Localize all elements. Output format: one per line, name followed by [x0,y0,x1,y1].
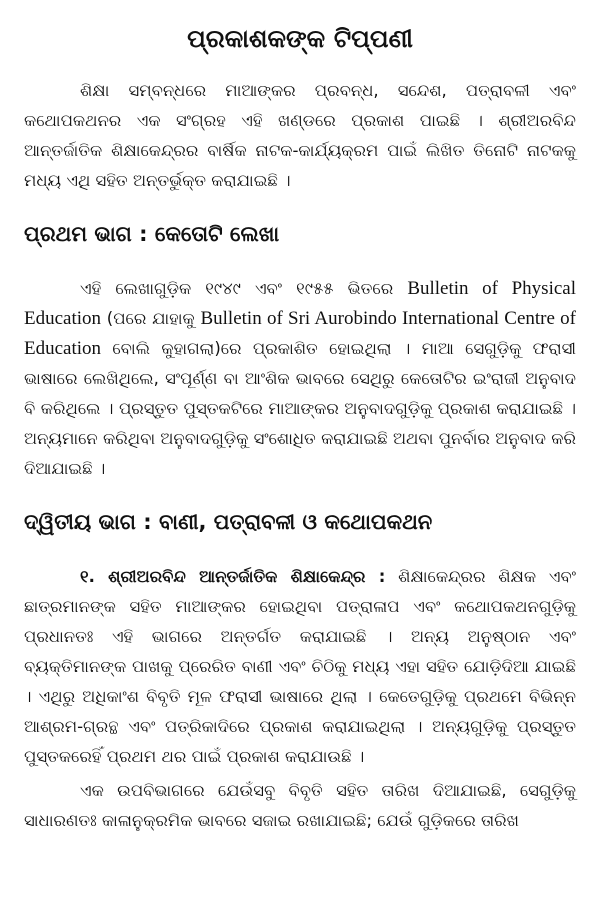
section-2-paragraph-2: ଏକ ଉପବିଭାଗରେ ଯେଉଁସବୁ ବିବୃତି ସହିତ ତାରିଖ ଦିଆଯାଇଛି, ସେଗୁଡ଼ିକୁ ସାଧାରଣତଃ କାଳାନୁକ୍ରମିକ ଭାବରେ ସଜାଇ ରଖାଯାଇଛି; ଯେଉଁ ଗୁଡ଼ିକରେ ତାରିଖ [24,781,576,830]
page-title: ପ୍ରକାଶକଙ୍କ ଟିପ୍ପଣୀ [187,24,413,53]
section-2-paragraph-1 [24,562,576,772]
section-1-paragraph [24,274,576,484]
bulletin-physical-education-title: Bulletin of Physical Education [24,278,576,329]
section-2-heading: ଦ୍ୱିତୀୟ ଭାଗ : ବାଣୀ, ପତ୍ରାବଳୀ ଓ କଥୋପକଥନ [24,510,433,534]
section-1-text-a: ଏହି ଲେଖାଗୁଡ଼ିକ ୧୯୪୯ ଏବଂ ୧୯୫୫ ଭିତରେ [80,279,408,298]
intro-paragraph: ଶିକ୍ଷା ସମ୍ବନ୍ଧରେ ମାଆଙ୍କର ପ୍ରବନ୍ଧ, ସନ୍ଦେଶ, ପତ୍ରାବଳୀ ଏବଂ କଥୋପକଥନର ଏକ ସଂଗ୍ରହ ଏହି ଖଣ୍ଡରେ ପ୍ରକାଶ ପାଇଛି । ଶ୍ରୀଅରବିନ୍ଦ ଆନ୍ତର୍ଜାତିକ ଶିକ୍ଷାକେନ୍ଦ୍ରର ବାର୍ଷିକ ନାଟକ-କାର୍ଯ୍ୟକ୍ରମ ପାଇଁ ଲିଖିତ ତିନୋଟି ନାଟକକୁ ମଧ୍ୟ ଏଥି ସହିତ ଅନ୍ତର୍ଭୁକ୍ତ କରାଯାଇଛି । [24,81,576,190]
bulletin-sri-aurobindo-title: Bulletin of Sri Aurobindo International Centre of Education [24,308,576,359]
section-1-heading: ପ୍ରଥମ ଭାଗ : କେତୋଟି ଲେଖା [24,222,280,246]
subsection-1-lead: ୧. ଶ୍ରୀଅରବିନ୍ଦ ଆନ୍ତର୍ଜାତିକ ଶିକ୍ଷାକେନ୍ଦ୍ର : [80,567,386,586]
section-1-text-c: (ପରେ ଯାହାକୁ [101,309,201,328]
subsection-1-body: ଶିକ୍ଷାକେନ୍ଦ୍ରର ଶିକ୍ଷକ ଏବଂ ଛାତ୍ରମାନଙ୍କ ସହିତ ମାଆଙ୍କର ହୋଇଥିବା ପତ୍ରାଳାପ ଏବଂ କଥୋପକଥନଗୁଡ଼ିକୁ ପ୍ରଧାନତଃ ଏହି ଭାଗରେ ଅନ୍ତର୍ଗତ କରାଯାଇଛି । ଅନ୍ୟ ଅନୁଷ୍ଠାନ ଏବଂ ବ୍ୟକ୍ତିମାନଙ୍କ ପାଖକୁ ପ୍ରେରିତ ବାଣୀ ଏବଂ ଚିଠିକୁ ମଧ୍ୟ ଏହା ସହିତ ଯୋଡ଼ିଦିଆ ଯାଇଛି । ଏଥିରୁ ଅଧିକାଂଶ ବିବୃତି ମୂଳ ଫରାସୀ ଭାଷାରେ ଥିଲା । କେତେଗୁଡ଼ିକୁ ପ୍ରଥମେ ବିଭିନ୍ନ ଆଶ୍ରମ-ଗ୍ରନ୍ଥ ଏବଂ ପତ୍ରିକାଦିରେ ପ୍ରକାଶ କରାଯାଇଥିଲା । ଅନ୍ୟଗୁଡ଼ିକୁ ପ୍ରସ୍ତୁତ ପୁସ୍ତକରେହିଁ ପ୍ରଥମ ଥର ପାଇଁ ପ୍ରକାଶ କରାଯାଉଛି । [24,567,577,766]
section-1-text-e: ବୋଲି କୁହାଗଲା)ରେ ପ୍ରକାଶିତ ହୋଇଥିଲା । ମାଆ ସେଗୁଡ଼ିକୁ ଫରାସୀ ଭାଷାରେ ଲେଖିଥିଲେ, ସଂପୂର୍ଣ୍ଣ ବା ଆଂଶିକ ଭାବରେ ସେଥିରୁ କେତୋଟିର ଇଂରାଜୀ ଅନୁବାଦ ବି କରିଥିଲେ । ପ୍ରସ୍ତୁତ ପୁସ୍ତକଟିରେ ମାଆଙ୍କର ଅନୁବାଦଗୁଡ଼ିକୁ ପ୍ରକାଶ କରାଯାଇଛି । ଅନ୍ୟମାନେ କରିଥିବା ଅନୁବାଦଗୁଡ଼ିକୁ ସଂଶୋଧିତ କରାଯାଇଛି ଅଥବା ପୁନର୍ବାର ଅନୁବାଦ କରି ଦିଆଯାଇଛି । [24,339,576,478]
